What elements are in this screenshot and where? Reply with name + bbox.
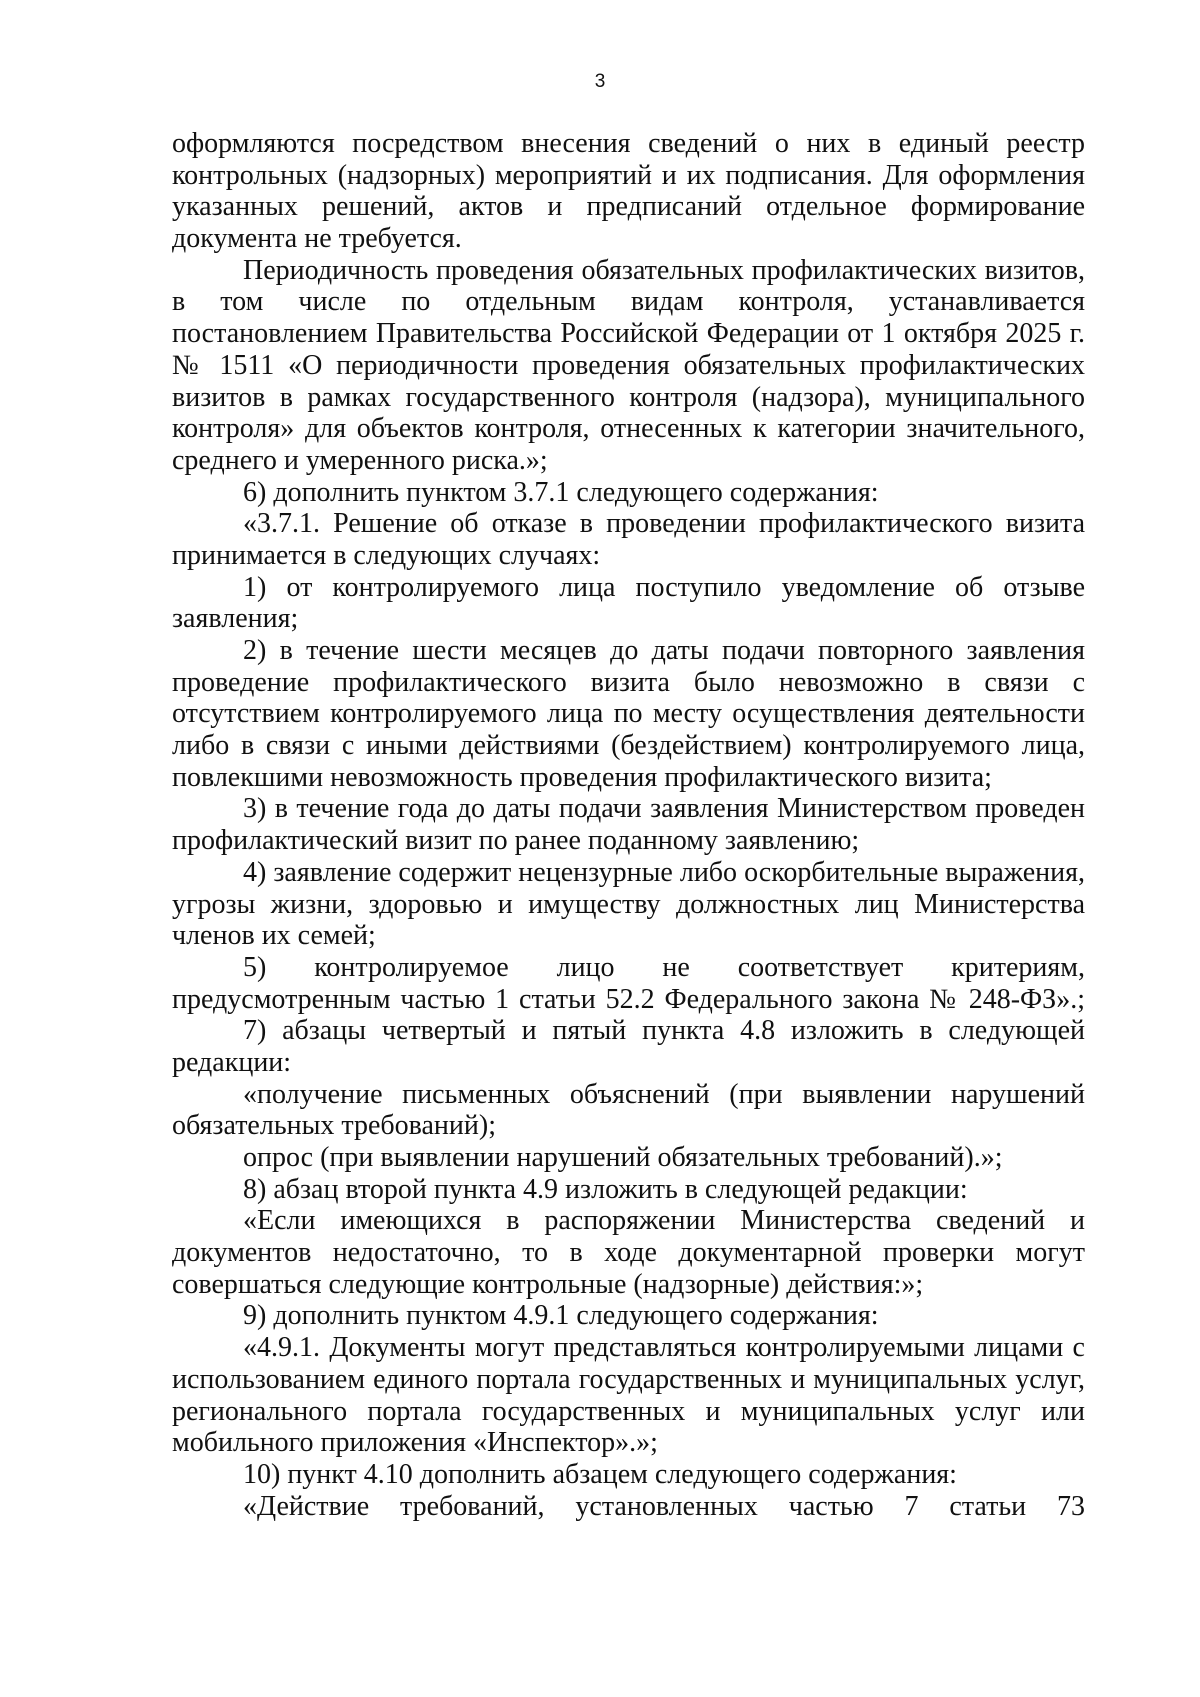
text-line: угрозы жизни, здоровью и имуществу должностных лиц Министерства	[172, 888, 1085, 920]
text-line: профилактический визит по ранее поданному заявлению;	[172, 825, 860, 857]
text-line: «3.7.1. Решение об отказе в проведении профилактического визита	[243, 508, 1085, 540]
text-line: оформляются посредством внесения сведений о них в единый реестр	[172, 128, 1085, 159]
text-line: контроля» для объектов контроля, отнесенных к категории значительного,	[172, 413, 1085, 445]
text-line: проведение профилактического визита было невозможно в связи с	[172, 666, 1085, 698]
text-line: принимается в следующих случаях:	[172, 539, 601, 571]
text-line: среднего и умеренного риска.»;	[172, 444, 548, 476]
text-line: 9) дополнить пунктом 4.9.1 следующего содержания:	[243, 1300, 879, 1332]
text-line: в том числе по отдельным видам контроля, устанавливается	[172, 286, 1085, 318]
text-line: опрос (при выявлении нарушений обязательных требований).»;	[243, 1142, 1003, 1173]
text-line: визитов в рамках государственного контроля (надзора), муниципального	[172, 381, 1085, 413]
text-line: Периодичность проведения обязательных профилактических визитов,	[243, 254, 1085, 286]
text-line: «Действие требований, установленных частью 7 статьи 73	[243, 1490, 1085, 1522]
text-line: 1) от контролируемого лица поступило уведомление об отзыве	[243, 571, 1085, 603]
text-line: 4) заявление содержит нецензурные либо оскорбительные выражения,	[243, 856, 1085, 888]
text-line: предусмотренным частью 1 статьи 52.2 Федерального закона № 248-ФЗ».;	[172, 983, 1085, 1015]
text-line: 6) дополнить пунктом 3.7.1 следующего содержания:	[243, 476, 879, 508]
text-line: 2) в течение шести месяцев до даты подачи повторного заявления	[243, 635, 1085, 666]
text-line: мобильного приложения «Инспектор».»;	[172, 1427, 658, 1459]
text-line: 5) контролируемое лицо не соответствует критериям,	[243, 951, 1085, 983]
text-line: 3) в течение года до даты подачи заявления Министерством проведен	[243, 793, 1085, 825]
text-line: «4.9.1. Документы могут представляться контролируемыми лицами с	[243, 1332, 1085, 1364]
text-line: членов их семей;	[172, 920, 376, 952]
text-line: документа не требуется.	[172, 223, 462, 255]
text-line: «получение письменных объяснений (при выявлении нарушений	[243, 1078, 1085, 1110]
text-line: обязательных требований);	[172, 1110, 496, 1142]
text-line: либо в связи с иными действиями (бездействием) контролируемого лица,	[172, 730, 1085, 762]
text-line: заявления;	[172, 603, 299, 635]
text-line: контрольных (надзорных) мероприятий и их подписания. Для оформления	[172, 159, 1085, 191]
text-line: повлекшими невозможность проведения профилактического визита;	[172, 761, 992, 793]
document-body	[172, 128, 1085, 1522]
text-line: 7) абзацы четвертый и пятый пункта 4.8 изложить в следующей	[243, 1015, 1085, 1047]
text-line: № 1511 «О периодичности проведения обязательных профилактических	[172, 349, 1085, 381]
page-number: 3	[594, 71, 606, 92]
text-line: отсутствием контролируемого лица по месту осуществления деятельности	[172, 698, 1085, 730]
text-line: использованием единого портала государственных и муниципальных услуг,	[172, 1363, 1085, 1395]
text-line: указанных решений, актов и предписаний отдельное формирование	[172, 191, 1085, 223]
text-line: регионального портала государственных и муниципальных услуг или	[172, 1395, 1085, 1427]
text-line: документов недостаточно, то в ходе документарной проверки могут	[172, 1237, 1085, 1269]
text-line: совершаться следующие контрольные (надзорные) действия:»;	[172, 1268, 924, 1300]
text-line: «Если имеющихся в распоряжении Министерства сведений и	[243, 1205, 1085, 1237]
text-line: редакции:	[172, 1046, 292, 1078]
text-line: 10) пункт 4.10 дополнить абзацем следующего содержания:	[243, 1458, 957, 1490]
text-line: 8) абзац второй пункта 4.9 изложить в следующей редакции:	[243, 1173, 968, 1205]
text-line: постановлением Правительства Российской Федерации от 1 октября 2025 г.	[172, 318, 1085, 350]
